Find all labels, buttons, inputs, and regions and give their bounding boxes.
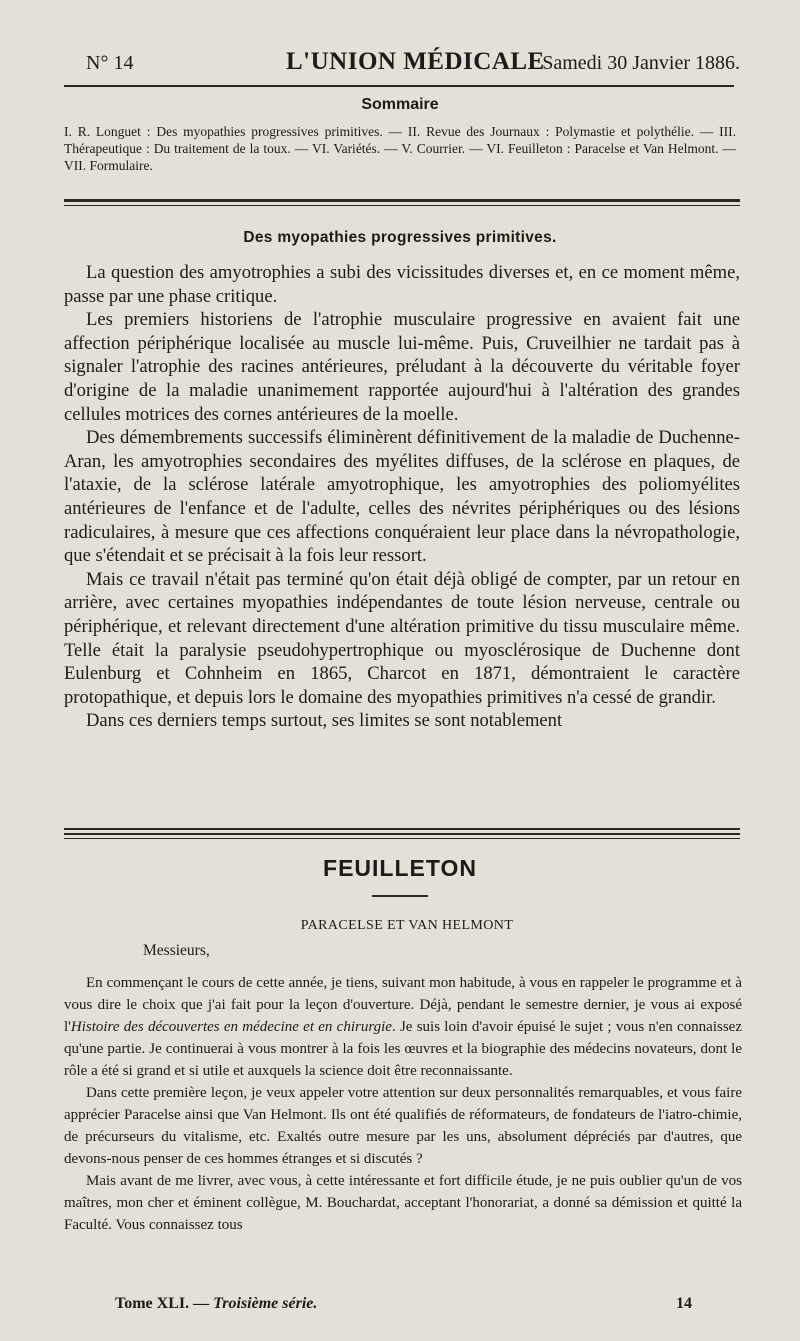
article-paragraph: Les premiers historiens de l'atrophie musculaire progressive en avaient fait une affection périphérique localisée au muscle lui-même. Puis, Cruveilhier ne tardait pas à signaler l'atrophie des racines antérieures, préludant à la découverte du véritable foyer d'origine de la maladie unanimement rapportée aujourd'hui à l'altération des grandes cellules motrices des cornes antérieures de la moelle. — [64, 309, 740, 425]
feuilleton-title: FEUILLETON — [323, 855, 477, 881]
footer-page-number: 14 — [676, 1295, 692, 1312]
page-header — [86, 44, 740, 82]
feuilleton-rule-1 — [64, 828, 740, 830]
feuilleton-paragraph: Dans cette première leçon, je veux appeler votre attention sur deux personnalités remarquables, et vous faire apprécier Paracelse ainsi que Van Helmont. Ils ont été qualifiés de réformateurs, de fondateurs de l'iatro-chimie, de précurseurs du vitalisme, etc. Exaltés outre mesure par les uns, absolument dépréciés par d'autres, que devons-nous penser de ces hommes étranges et si discutés ? — [64, 1085, 742, 1167]
journal-title: L'UNION MÉDICALE — [286, 48, 545, 75]
issue-date: Samedi 30 Janvier 1886. — [542, 52, 740, 74]
issue-number: N° 14 — [86, 52, 134, 74]
feuilleton-rule-3 — [64, 838, 740, 839]
feuilleton-underline — [372, 895, 428, 897]
article-paragraph: Des démembrements successifs éliminèrent définitivement de la maladie de Duchenne-Aran, les amyotrophies secondaires des myélites diffuses, de la sclérose en plaques, de l'ataxie, de la sclérose latérale amyotrophique, les amyotrophies des poliomyélites antérieures de l'enfance et de l'adulte, celles des névrites périphériques ou des lésions radiculaires, à mesure que ces affections conquéraient leur place dans la névropathologie, que s'étendait et se précisait à la fois leur ressort. — [64, 427, 740, 567]
feuilleton-body — [64, 972, 742, 1236]
footer-tome — [115, 1295, 317, 1313]
serie-label: Troisième série. — [213, 1295, 318, 1312]
feuilleton-greeting: Messieurs, — [143, 942, 210, 959]
feuilleton-paragraph: Mais avant de me livrer, avec vous, à cette intéressante et fort difficile étude, je ne puis oublier qu'un de vos maîtres, mon cher et éminent collègue, M. Bouchardat, acceptant l'honorariat, a donné sa démission et quitté la Faculté. Vous connaissez tous — [64, 1173, 742, 1233]
article-body — [64, 261, 740, 733]
italic-title: Histoire des découvertes en médecine et en chirurgie — [70, 1019, 392, 1035]
feuilleton-subtitle: PARACELSE ET VAN HELMONT — [300, 918, 514, 933]
sommaire-title: Sommaire — [361, 96, 439, 113]
header-rule — [64, 85, 734, 87]
text-span: . Je suis loin d'avoir épuisé le sujet ; vous n'en connaissez qu'une partie. Je continuerai à vous montrer à la fois les œuvres et la biographie des médecins novateurs, dont le rôle a été si grand et si utile et auxquels la science doit être reconnaissante. — [64, 1019, 742, 1079]
sommaire-text: I. R. Longuet : Des myopathies progressives primitives. — II. Revue des Journaux : Polymastie et polythélie. — III. Thérapeutique : Du traitement de la toux. — VI. Variétés. — V. Courrier. — VI. Feuilleton : Paracelse et Van Helmont. — VII. Formulaire. — [64, 124, 736, 173]
sommaire-rule-thick — [64, 199, 740, 202]
article-paragraph: Dans ces derniers temps surtout, ses limites se sont notablement — [86, 710, 563, 732]
sommaire-rule-thin — [64, 205, 740, 206]
tome-label: Tome XLI. — — [115, 1295, 214, 1312]
article-paragraph: La question des amyotrophies a subi des vicissitudes diverses et, en ce moment même, passe par une phase critique. — [64, 262, 740, 307]
feuilleton-rule-2 — [64, 833, 740, 835]
feuilleton-paragraph — [64, 972, 742, 1082]
article-paragraph: Mais ce travail n'était pas terminé qu'on était déjà obligé de compter, par un retour en arrière, avec certaines myopathies indépendantes de toute lésion nerveuse, centrale ou périphérique, et relevant directement d'une altération primitive du tissu musculaire même. Telle était la paralysie pseudohypertrophique ou myosclérosique de Duchenne dont Eulenburg et Cohnheim en 1865, Charcot en 1871, démontraient le caractère protopathique, et depuis lors le domaine des myopathies primitives n'a cessé de grandir. — [64, 568, 740, 708]
article-title: Des myopathies progressives primitives. — [243, 229, 557, 246]
text-span: En commençant le cours de cette année, je tiens, suivant mon habitude, à vous en rappeler le programme et à vous dire le choix que j'ai fait pour la leçon d'ouverture. Déjà, pendant le semestre dernier, je vous ai exposé l' — [64, 975, 742, 1035]
